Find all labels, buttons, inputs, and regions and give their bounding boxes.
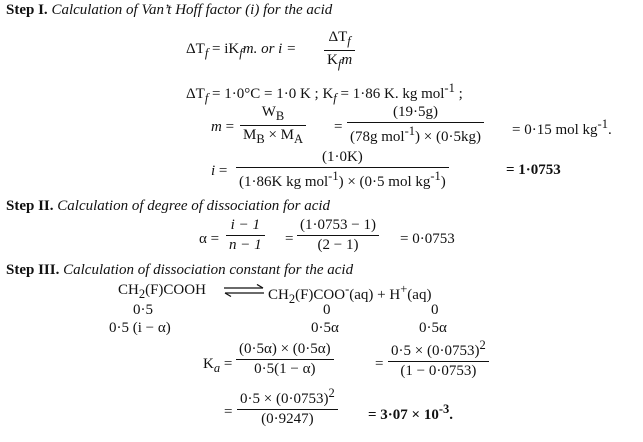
alpha-num2: (1·0753 − 1)	[300, 217, 376, 233]
reactant-sub: 2	[138, 287, 146, 301]
alpha-result: = 0·0753	[400, 231, 455, 247]
eq2-lhs: ΔT	[186, 86, 205, 102]
eq4-result: = 1·0753	[506, 162, 561, 178]
eq2-line	[186, 81, 463, 106]
eq3-num1-sub: B	[275, 109, 285, 123]
eq2-text2: = 1·86 K. kg mol	[340, 86, 445, 102]
alpha-num1: i − 1	[230, 217, 260, 233]
eq-product2: 0·5α	[419, 320, 447, 336]
eq3-den1: M	[243, 127, 257, 143]
eq3-lhs: m	[211, 119, 222, 135]
eq4-den-mid: ) × (0·5 mol kg	[338, 174, 431, 190]
eq4-fraction	[236, 149, 449, 191]
eq3-den1-mid: × M	[268, 127, 294, 143]
eq1-rhs: = iK	[212, 41, 240, 57]
eq-reactant: 0·5 (i − α)	[109, 320, 171, 336]
product1-ch: CH	[268, 287, 289, 303]
eq4-lhs: i	[211, 163, 216, 179]
ka-eq1: =	[375, 356, 384, 372]
product1-sub: 2	[288, 292, 296, 306]
ka-num2: 0·5 × (0·0753)	[391, 343, 480, 359]
step-2-title: Calculation of degree of dissociation for acid	[57, 198, 331, 214]
init-product2: 0	[431, 302, 439, 318]
eq1-den-sub: f	[337, 57, 342, 71]
alpha-lhs: α =	[199, 231, 220, 247]
eq2-sub: f	[204, 91, 209, 105]
eq3-result-end: .	[607, 122, 612, 138]
ka-result-text: = 3·07 × 10	[368, 407, 439, 423]
alpha-fraction-2	[297, 217, 379, 254]
eq4-lhs-wrap: i =	[211, 163, 228, 179]
ka-num1: (0·5α) × (0·5α)	[239, 341, 331, 357]
ka-num2-sup: 2	[479, 338, 486, 352]
eq2-sub2: f	[333, 91, 337, 105]
product2-sup: +	[400, 282, 408, 296]
eq1-sub: f	[204, 46, 209, 60]
product1-sup: -	[345, 282, 350, 296]
eq-product1: 0·5α	[311, 320, 339, 336]
product1-end: (aq) + H	[349, 287, 401, 303]
eq3-den1-sub2: A	[293, 132, 304, 146]
eq3-den2-sup: -1	[404, 124, 416, 138]
eq2-end: ;	[458, 86, 463, 102]
eq1-rhs-m: m. or i =	[242, 41, 297, 57]
eq3-result	[512, 117, 612, 139]
step-3-label: Step III.	[6, 262, 60, 278]
eq3-den2-end: ) × (0·5kg)	[415, 129, 481, 145]
eq1-den-m: m	[341, 52, 353, 68]
eq4-den: (1·86K kg mol	[239, 174, 329, 190]
ka-result-end: .	[449, 407, 454, 423]
eq3-fraction-2	[347, 104, 484, 146]
eq3-fraction-1	[240, 104, 306, 147]
eq1-left	[186, 41, 296, 61]
eq1-rhs-sub: f	[239, 46, 243, 60]
alpha-den1: n − 1	[229, 237, 262, 253]
equilibrium-arrow-icon	[222, 284, 266, 298]
ka-eq2: =	[224, 404, 233, 420]
eq4-den-sup2: -1	[430, 169, 441, 183]
ka-result	[368, 402, 453, 424]
ka-sub: a	[213, 361, 221, 375]
ka-fraction-3	[237, 386, 338, 428]
eq3-num1: W	[261, 104, 276, 120]
eq4-den-end: )	[440, 174, 446, 190]
eq3-lhs-wrap: m =	[211, 119, 235, 135]
product1-mid: (F)COO	[295, 287, 346, 303]
eq2-text: = 1·0°C = 1·0 K ; K	[212, 86, 334, 102]
init-product1: 0	[323, 302, 331, 318]
step-2-heading	[6, 198, 330, 215]
eq1-num: ΔT	[328, 29, 348, 45]
eq4-num: (1·0K)	[321, 149, 363, 165]
alpha-fraction-1	[226, 217, 265, 254]
eq4-den-sup: -1	[328, 169, 339, 183]
eq3-eq1: =	[334, 119, 343, 135]
eq2-sup: -1	[444, 81, 455, 95]
eq1-fraction	[324, 29, 355, 72]
eq3-num2: (19·5g)	[392, 104, 438, 120]
reactant-ch: CH	[118, 282, 139, 298]
ka-den3: (0·9247)	[261, 411, 314, 427]
eq3-den2: (78g mol	[350, 129, 405, 145]
ka-result-sup: -3	[438, 402, 450, 416]
step-2-label: Step II.	[6, 198, 54, 214]
eq1-den: K	[327, 52, 338, 68]
step-3-title: Calculation of dissociation constant for the acid	[63, 262, 354, 278]
ka-fraction-2	[388, 338, 489, 380]
ka-den1: 0·5(1 − α)	[254, 361, 316, 377]
eq3-result-sup: -1	[597, 117, 608, 131]
reaction-products	[268, 282, 431, 307]
ka-lhs: $K_a$ =	[203, 356, 233, 375]
eq3-den1-sub: B	[256, 132, 265, 146]
ka-fraction-1	[236, 341, 334, 378]
step-1-title: Calculation of Van’t Hoff factor (i) for the acid	[51, 2, 333, 18]
eq1-lhs: ΔT	[186, 41, 205, 57]
reaction-reactant	[118, 282, 206, 302]
alpha-eq: =	[285, 231, 294, 247]
ka-num3-sup: 2	[328, 386, 335, 400]
eq1-num-sub: f	[347, 34, 351, 48]
step-1-heading	[6, 2, 332, 19]
step-3-heading	[6, 262, 353, 279]
alpha-den2: (2 − 1)	[317, 237, 359, 253]
ka-num3: 0·5 × (0·0753)	[240, 391, 329, 407]
product2-end: (aq)	[407, 287, 432, 303]
ka-k: K	[203, 356, 214, 372]
ka-den2: (1 − 0·0753)	[400, 363, 477, 379]
reactant-end: (F)COOH	[145, 282, 206, 298]
init-reactant: 0·5	[133, 302, 153, 318]
eq3-result-text: = 0·15 mol kg	[512, 122, 598, 138]
step-1-label: Step I.	[6, 2, 48, 18]
